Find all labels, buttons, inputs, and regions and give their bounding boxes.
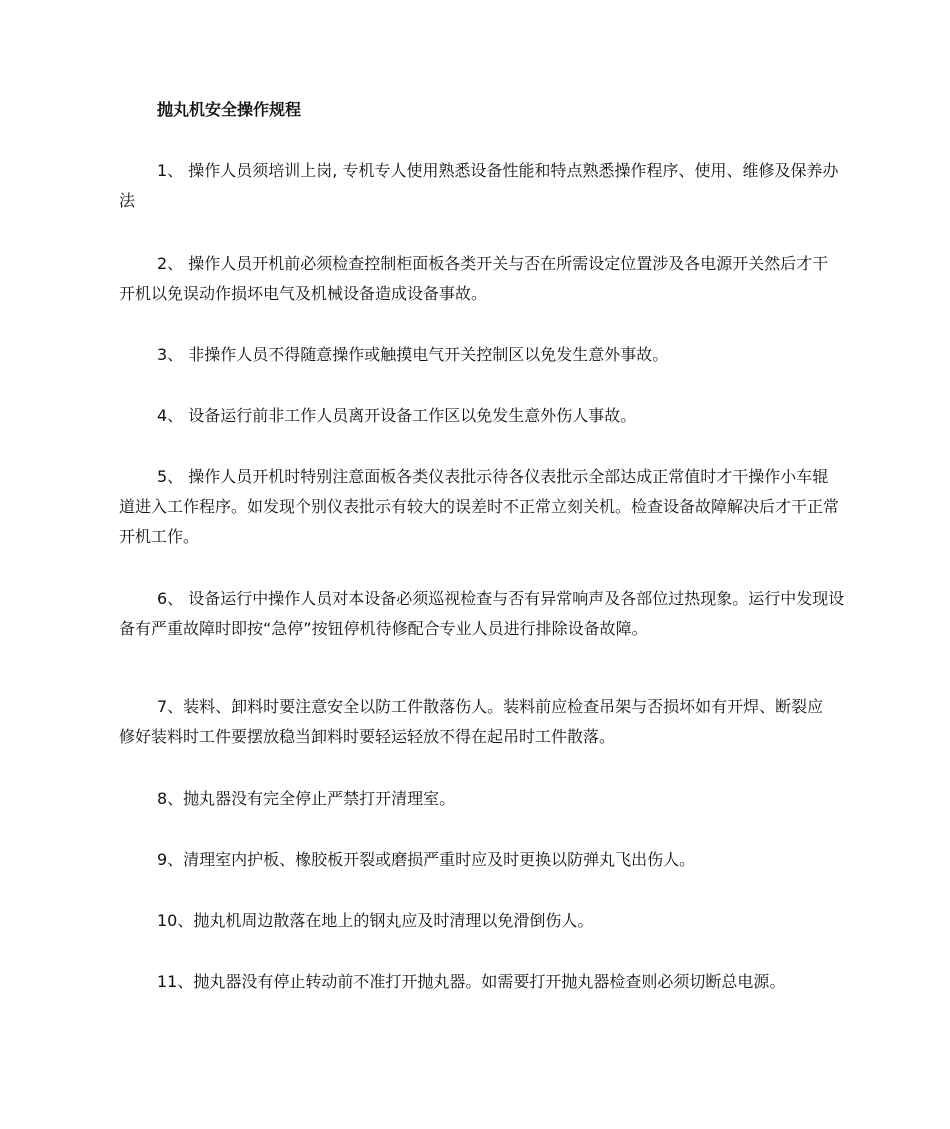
document-title: 抛丸机安全操作规程 xyxy=(157,100,302,119)
rule-paragraph-11: 11、抛丸器没有停止转动前不准打开抛丸器。如需要打开抛丸器检查则必须切断总电源。 xyxy=(157,972,786,991)
rule-paragraph-9: 9、清理室内护板、橡胶板开裂或磨损严重时应及时更换以防弹丸飞出伤人。 xyxy=(157,850,696,869)
rule-paragraph-2: 2、 操作人员开机前必须检查控制柜面板各类开关与否在所需设定位置涉及各电源开关然后才干开机以免误动作损坏电气及机械设备造成设备事故。 xyxy=(119,254,829,303)
rule-paragraph-4: 4、 设备运行前非工作人员离开设备工作区以免发生意外伤人事故。 xyxy=(157,406,637,425)
rule-paragraph-5: 5、 操作人员开机时特别注意面板各类仪表批示待各仪表批示全部达成正常值时才干操作小车辊道进入工作程序。如发现个别仪表批示有较大的误差时不正常立刻关机。检查设备故障解决后才干正常开机工作。 xyxy=(119,467,840,546)
rule-paragraph-6: 6、 设备运行中操作人员对本设备必须巡视检查与否有异常响声及各部位过热现象。运行中发现设备有严重故障时即按“急停”按钮停机待修配合专业人员进行排除设备故障。 xyxy=(119,589,845,638)
rule-paragraph-7: 7、装料、卸料时要注意安全以防工件散落伤人。装料前应检查吊架与否损坏如有开焊、断裂应修好装料时工件要摆放稳当卸料时要轻运轻放不得在起吊时工件散落。 xyxy=(119,697,824,746)
rule-paragraph-8: 8、抛丸器没有完全停止严禁打开清理室。 xyxy=(157,789,456,808)
rule-paragraph-1: 1、 操作人员须培训上岗, 专机专人使用熟悉设备性能和特点熟悉操作程序、使用、维修及保养办法 xyxy=(119,161,839,210)
rule-paragraph-10: 10、抛丸机周边散落在地上的钢丸应及时清理以免滑倒伤人。 xyxy=(157,911,594,930)
rule-paragraph-3: 3、 非操作人员不得随意操作或触摸电气开关控制区以免发生意外事故。 xyxy=(157,345,669,364)
